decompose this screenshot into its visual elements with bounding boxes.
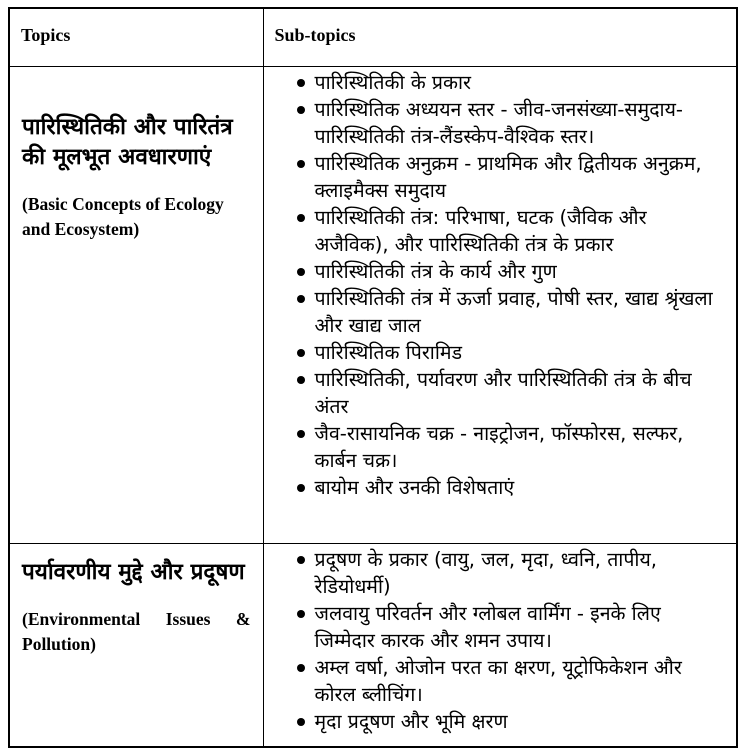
subtopic-text: पारिस्थितिक अनुक्रम - प्राथमिक और द्वितीयक अनुक्रम, क्लाइमैक्स समुदाय: [314, 151, 702, 202]
topic-title-english: (Basic Concepts of Ecology and Ecosystem): [22, 193, 224, 239]
bullet-icon: [297, 664, 305, 672]
subtopics-cell-ecology-basics: [263, 66, 737, 543]
subtopic-text: पारिस्थितिकी तंत्र के कार्य और गुण: [314, 259, 557, 283]
subtopics-cell-environmental-issues: [263, 543, 737, 747]
bullet-icon: [297, 556, 305, 564]
subtopic-item: [297, 69, 727, 96]
subtopic-text: पारिस्थितिक पिरामिड: [314, 340, 462, 364]
syllabus-table: [8, 7, 738, 748]
topic-title-english: (Environmental Issues & Pollution): [22, 608, 251, 654]
subtopic-item: [297, 96, 727, 150]
bullet-icon: [297, 376, 305, 384]
topic-title-hindi: पर्यावरणीय मुद्दे और प्रदूषण: [22, 558, 245, 585]
subtopic-text: पारिस्थितिकी के प्रकार: [314, 70, 472, 94]
subtopic-text: जैव-रासायनिक चक्र - नाइट्रोजन, फॉस्फोरस, सल्फर, कार्बन चक्र।: [314, 421, 684, 472]
subtopics-column-header: Sub-topics: [263, 8, 737, 66]
topics-column-header: Topics: [9, 8, 263, 66]
topic-cell-environmental-issues: [9, 543, 263, 747]
header-row: [9, 8, 737, 66]
subtopic-item: [297, 204, 727, 258]
subtopic-text: पारिस्थितिकी तंत्र: परिभाषा, घटक (जैविक और अजैविक), और पारिस्थितिकी तंत्र के प्रकार: [314, 205, 647, 256]
subtopic-text: बायोम और उनकी विशेषताएं: [314, 475, 515, 499]
bullet-icon: [297, 268, 305, 276]
bullet-icon: [297, 610, 305, 618]
subtopic-item: [297, 150, 727, 204]
bullet-icon: [297, 718, 305, 726]
subtopic-item: [297, 420, 727, 474]
subtopic-item: [297, 339, 727, 366]
subtopic-item: [297, 366, 727, 420]
subtopic-item: [297, 708, 727, 735]
bullet-icon: [297, 349, 305, 357]
subtopic-item: [297, 600, 727, 654]
bullet-icon: [297, 106, 305, 114]
subtopic-text: मृदा प्रदूषण और भूमि क्षरण: [314, 709, 508, 733]
bullet-icon: [297, 214, 305, 222]
subtopics-list: [264, 546, 727, 735]
subtopic-text: पारिस्थितिकी तंत्र में ऊर्जा प्रवाह, पोषी स्तर, खाद्य श्रृंखला और खाद्य जाल: [314, 286, 713, 337]
subtopic-text: जलवायु परिवर्तन और ग्लोबल वार्मिंग - इनके लिए जिम्मेदार कारक और शमन उपाय।: [314, 601, 661, 652]
subtopic-item: [297, 546, 727, 600]
bullet-icon: [297, 79, 305, 87]
subtopics-list: [264, 69, 727, 501]
bullet-icon: [297, 295, 305, 303]
subtopic-item: [297, 285, 727, 339]
subtopic-text: पारिस्थितिकी, पर्यावरण और पारिस्थितिकी तंत्र के बीच अंतर: [314, 367, 692, 418]
bullet-icon: [297, 160, 305, 168]
subtopic-item: [297, 654, 727, 708]
subtopic-item: [297, 258, 727, 285]
subtopic-text: अम्ल वर्षा, ओजोन परत का क्षरण, यूट्रोफिकेशन और कोरल ब्लीचिंग।: [314, 655, 682, 706]
table-row-ecology-basics: [9, 66, 737, 543]
bullet-icon: [297, 430, 305, 438]
topic-title-hindi: पारिस्थितिकी और पारितंत्र की मूलभूत अवधारणाएं: [22, 113, 233, 170]
table-row-environmental-issues: [9, 543, 737, 747]
bullet-icon: [297, 484, 305, 492]
subtopic-item: [297, 474, 727, 501]
subtopic-text: प्रदूषण के प्रकार (वायु, जल, मृदा, ध्वनि, तापीय, रेडियोधर्मी): [314, 547, 657, 598]
topic-cell-ecology-basics: [9, 66, 263, 543]
subtopic-text: पारिस्थितिक अध्ययन स्तर - जीव-जनसंख्या-समुदाय-पारिस्थितिकी तंत्र-लैंडस्केप-वैश्विक स्तर।: [314, 97, 683, 148]
